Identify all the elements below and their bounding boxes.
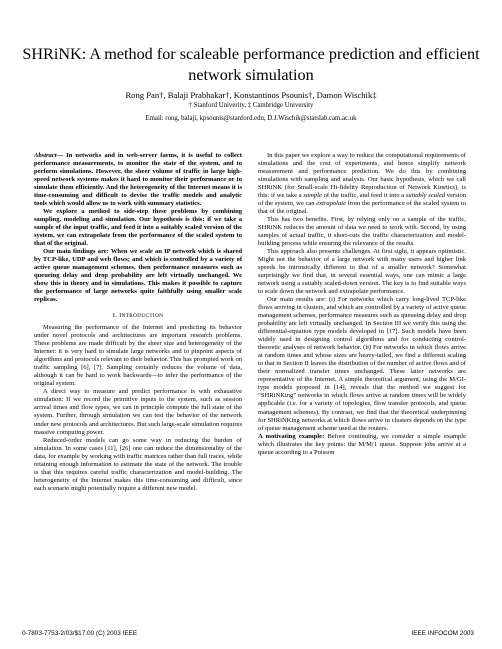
abstract-text-1: — In networks and in web-server farms, it is useful to collect performance measurements, to monitor the state of the system, and to perform simulations. However, the sheer volume of traffic in large high-speed network systems makes it hard to monitor their performance or to simulate them efficiently. And the heterogeneity of the Internet means it is time-consuming and difficult to devise the traffic models and analytic tools which would allow us to work with summary statistics.: [34, 152, 242, 208]
abstract-label: Abstract: [34, 152, 57, 159]
section-number: I.: [112, 312, 118, 320]
affiliations: † Stanford Univerity, ‡ Cambridge University: [188, 102, 314, 109]
abstract: [34, 152, 242, 304]
motivating-example-text: Before continuing, we consider a simple example which illustrates the key points: the M/M/1 queue. Suppose jobs arrive at a queue according to a Poisson: [258, 432, 467, 456]
intro-paragraph-8: [258, 433, 466, 457]
p4-emph-extrapolate: extrapolate: [316, 200, 347, 208]
left-column: [34, 152, 242, 493]
p4-emph-scaled: suitably scaled: [405, 192, 446, 200]
p4-text-a: In this paper we explore a way to reduce the computational requirements of simulations and the cost of experiments, and hence simplify network measurement and performance prediction. We do this by combining simulations with sampling and analysis. Our basic hypothesis, which we call SHRiNK (for Small-scale Hi-fidelity Reproduction of Network Kinetics), is this: if we take a: [258, 152, 466, 200]
p4-text-b: of the traffic, and feed it into a: [323, 192, 405, 200]
intro-paragraph-4: [258, 152, 466, 216]
intro-paragraph-7: Our main results are: (i) For networks which carry long-lived TCP-like flows arriving in clusters, and which are controlled by a variety of active queue management schemes, performance measures such as queueing delay and drop probability are left virtually unchanged. In Section III we verify this using the differential-equation type models developed in [17]. Such models have been widely used in designing control algorithms and for conducting control-theoretic analyses of network behavior. (ii) For networks in which flows arrive at random times and whose sizes are heavy-tailed, we find a different scaling to that in Section II leaves the distribution of the number of active flows and of their normalized transfer times unchanged. These latter networks are representative of the Internet. A simple theoretical argument, using the M/GI-type models proposed in [14], reveals that the method we suggest for “SHRiNKing” networks in which flows arrive at random times will be widely applicable (i.e. for a variety of topologies, flow transfer protocols, and queue management schemes). By contrast, we find that the theoretical underpinning for SHRiNKing networks at which flows arrive in clusters depends on the type of queue management scheme used at the routers.: [258, 296, 466, 432]
section-title-rest: NTRODUCTION: [121, 313, 164, 320]
intro-paragraph-3: Reduced-order models can go some way in reducing the burden of simulation. In some cases [11], [26] one can reduce the dimensionality of the data, for example by working with traffic matrices rather than full traces, while retaining enough information to estimate the state of the network. The trouble is that this requires careful traffic characterization and model-building. The heterogeneity of the Internet makes this time-consuming and difficult, since each scenario might potentially require a different new model.: [34, 436, 242, 492]
intro-paragraph-5: This has two benefits. First, by relying only on a sample of the traffic, SHRiNK reduces the amount of data we need to work with. Second, by using samples of actual traffic, it short-cuts the traffic characterization and model-building process while ensuring the relevance of the results.: [258, 216, 466, 248]
p4-text-d: from the performance of the scaled system to that of the original.: [258, 200, 467, 216]
title-line-1: SHRiNK: A method for scaleable performance prediction and efficient: [22, 45, 480, 63]
footer-copyright: 0-7803-7753-2/03/$17.00 (C) 2003 IEEE: [22, 630, 138, 637]
author-emails: Email: rong, balaji, kpsounis@stanford.edu, D.J.Wischik@statslab.cam.ac.uk: [145, 115, 357, 122]
section-heading-introduction: [34, 312, 242, 320]
right-column: [258, 152, 466, 457]
p4-text-c: version of the system, we can: [258, 192, 467, 208]
motivating-example-label: A motivating example:: [258, 432, 325, 440]
section-initial: I: [119, 312, 122, 320]
abstract-paragraph-2: We explore a method to side-step these problems by combining sampling, modeling and simulation. Our hypothesis is this: if we take a sample of the input traffic, and feed it into a suitably scaled version of the system, we can extrapolate from the performance of the scaled system to that of the original.: [34, 208, 242, 248]
intro-paragraph-1: Measuring the performance of the Internet and predicting its behavior under novel protocols and architectures are important research problems. These problems are made difficult by the sheer size and heterogeneity of the Internet: it is very hard to simulate large networks and to pinpoint aspects of algorithms and protocols relevant to their behavior. This has prompted work on traffic sampling [6], [7]. Sampling certainly reduces the volume of data, although it can be hard to work backwards—to infer the performance of the original system.: [34, 324, 242, 388]
paper-title: [20, 44, 482, 86]
abstract-paragraph-1: [34, 152, 242, 208]
intro-paragraph-2: A direct way to measure and predict performance is with exhaustive simulation: If we record the primitive inputs to the system, such as session arrival times and flow types, we can in principle compute the full state of the system. Further, through simulation we can test the behavior of the network under new protocols and architectures. But such large-scale simulation requires massive computing power.: [34, 388, 242, 436]
author-list: Rong Pan†, Balaji Prabhakar†, Konstantinos Psounis†, Damon Wischik‡: [125, 90, 377, 100]
p4-emph-sample: sample: [303, 192, 322, 200]
intro-paragraph-6: This approach also presents challenges. At first sight, it appears optimistic. Might not the behavior of a large network with many users and higher link speeds be intrinsically different to that of a smaller network? Somewhat surprisingly we find that, in several essential ways, one can mimic a large network using a suitably scaled-down version. The key is to find suitable ways to scale down the network and extrapolate performance.: [258, 248, 466, 296]
abstract-paragraph-3: Our main findings are: When we scale an IP network which is shared by TCP-like, UDP and web flows; and which is controlled by a variety of active queue management schemes, then performance measures such as queueing delay and drop probability are left virtually unchanged. We show this in theory and in simulations. This makes it possible to capture the performance of large networks quite faithfully using smaller scale replicas.: [34, 248, 242, 304]
footer-conference: IEEE INFOCOM 2003: [411, 630, 474, 637]
title-line-2: network simulation: [188, 66, 314, 84]
